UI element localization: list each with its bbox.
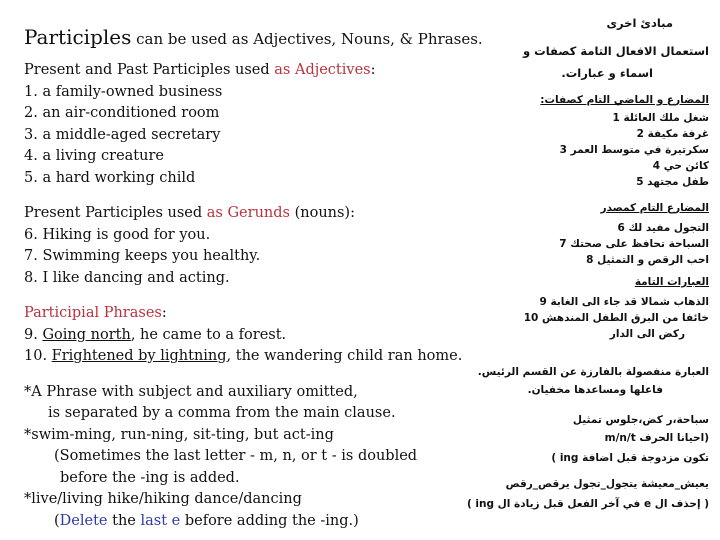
phrase-underlined: Frightened by lightning (51, 348, 227, 364)
note-paren: ( (54, 512, 60, 529)
adjectives-heading-highlight: as Adjectives (274, 62, 371, 78)
arabic-heading: المضارع التام كمصدر (600, 202, 709, 214)
page-title (24, 26, 514, 50)
note-line: (Sometimes the last letter - m, n, or t - is doubled (54, 448, 418, 464)
gerunds-heading-suffix: (nouns): (289, 205, 355, 221)
note-line: *live/living hike/hiking dance/dancing (24, 491, 302, 507)
arabic-line: تكون مزدوجة قبل اضافة ing ) (551, 452, 709, 464)
phrases-heading-highlight: Participial Phrases (24, 305, 162, 321)
arabic-line: كائن حي 4 (652, 160, 709, 172)
adjective-item: 3. a middle-aged secretary (24, 126, 221, 143)
phrase-rest: , the wandering child ran home. (226, 348, 463, 364)
note-rest: before adding the -ing.) (180, 512, 359, 529)
arabic-line: السباحة تحافظ على صحتك 7 (559, 238, 709, 250)
arabic-heading: العبارات التامة (634, 276, 709, 288)
adjective-item: 2. an air-conditioned room (24, 105, 220, 121)
adjectives-heading-colon: : (370, 62, 376, 78)
gerunds-heading (24, 203, 514, 225)
phrases-heading-colon: : (161, 305, 167, 321)
adjective-item: 4. a living creature (24, 148, 164, 164)
phrase-item-10 (24, 346, 514, 368)
english-column (24, 26, 514, 532)
note-last-e: last e (140, 512, 181, 529)
phrase-number: 10. (24, 348, 52, 364)
arabic-line: استعمال الافعال التامة كصفات و (523, 44, 709, 58)
adjectives-heading-text: Present and Past Participles used (24, 62, 275, 78)
arabic-line: العبارة منفصولة بالفارزة عن القسم الرئيس. (477, 366, 709, 378)
arabic-line: اسماء و عبارات. (561, 66, 653, 80)
note-line: *swim-ming, run-ning, sit-ting, but act-ing (24, 426, 334, 443)
title-word: Participles (24, 25, 132, 49)
note-line (24, 511, 514, 533)
gerund-item: 8. I like dancing and acting. (24, 269, 230, 286)
arabic-line: طفل مجتهد 5 (636, 176, 709, 188)
gerund-item: 6. Hiking is good for you. (24, 226, 211, 243)
note-line: is separated by a comma from the main clause. (48, 405, 396, 421)
adjectives-heading (24, 60, 514, 82)
phrase-rest: , he came to a forest. (130, 326, 287, 343)
gerunds-heading-highlight: as Gerunds (206, 205, 290, 221)
arabic-line: يعيش_معيشة يتجول_تجول يرقص_رقص (505, 478, 709, 490)
phrases-heading (24, 303, 514, 325)
phrase-number: 9. (24, 326, 43, 343)
note-mid: the (107, 512, 141, 529)
phrase-underlined: Going north (42, 326, 131, 343)
note-delete: Delete (59, 512, 108, 529)
arabic-line: سباحة،ر كض،جلوس تمثيل (572, 414, 709, 426)
phrase-item-9 (24, 325, 514, 347)
arabic-title: مبادئ اخرى (606, 16, 673, 30)
arabic-line: خائفا من البرق الطفل المندهش 10 (523, 312, 709, 324)
arabic-line: التجول مفيد لك 6 (617, 222, 709, 234)
arabic-line: (احيانا الحرف m/n/t (604, 432, 709, 444)
arabic-heading: المضارع و الماضي التام كصفات: (540, 94, 709, 106)
arabic-line: ( إحذف ال e في آخر الفعل قبل زيادة ال ing ) (466, 498, 709, 510)
arabic-column (466, 0, 713, 540)
arabic-line: احب الرقص و التمثيل 8 (586, 254, 709, 266)
adjective-item: 5. a hard working child (24, 169, 196, 186)
note-line: *A Phrase with subject and auxiliary omitted, (24, 383, 358, 400)
arabic-line: فاعلها ومساعدها مخفيان. (527, 384, 663, 396)
arabic-line: شغل ملك العائلة 1 (612, 112, 709, 124)
title-rest: can be used as Adjectives, Nouns, & Phrases. (136, 30, 483, 48)
adjective-item: 1. a family-owned business (24, 83, 223, 100)
gerunds-heading-text: Present Participles used (24, 205, 207, 221)
note-line: before the -ing is added. (60, 469, 240, 486)
gerund-item: 7. Swimming keeps you healthy. (24, 248, 261, 264)
arabic-line: الذهاب شمالا قد جاء الى الغابة 9 (539, 296, 709, 308)
arabic-line: غرفة مكيفة 2 (636, 128, 709, 140)
arabic-line: ركض الى الدار (609, 328, 685, 340)
arabic-line: سكرتيرة في متوسط العمر 3 (559, 144, 709, 156)
